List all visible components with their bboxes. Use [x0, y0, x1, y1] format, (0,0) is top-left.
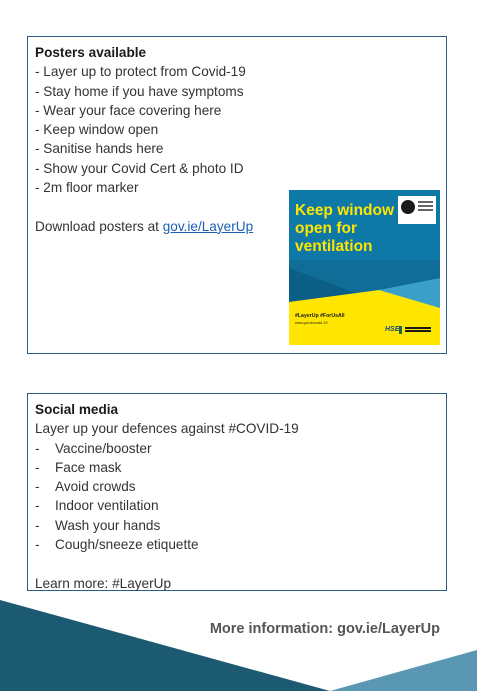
poster-list-item: - Wear your face covering here [35, 102, 222, 118]
poster-list-item: - 2m floor marker [35, 180, 139, 196]
poster-hashtags: #LayerUp #ForUsAll [295, 313, 345, 319]
posters-heading: Posters available [35, 45, 147, 60]
poster-title: Keep window open for ventilation [295, 202, 395, 255]
social-list-item: - Cough/sneeze etiquette [35, 537, 199, 553]
footer-banner-shape [0, 600, 477, 691]
poster-list-item: - Keep window open [35, 122, 159, 138]
social-list-item: - Avoid crowds [35, 479, 136, 495]
social-list-item: - Face mask [35, 459, 122, 475]
poster-list-item: - Stay home if you have symptoms [35, 83, 244, 99]
poster-thumbnail[interactable] [289, 190, 440, 345]
poster-url: www.gov.ie/covid-19 [295, 321, 328, 325]
poster-list-item: - Show your Covid Cert & photo ID [35, 160, 244, 176]
download-link[interactable]: gov.ie/LayerUp [162, 218, 254, 234]
learn-more: Learn more: #LayerUp [35, 575, 172, 591]
social-media-box [27, 393, 447, 591]
posters-content [35, 43, 253, 236]
social-content [35, 400, 299, 593]
poster-list-item: - Layer up to protect from Covid-19 [35, 64, 246, 80]
social-list-item: - Vaccine/booster [35, 440, 152, 456]
download-prefix: Download posters at [35, 218, 163, 234]
footer-info: More information: gov.ie/LayerUp [209, 621, 440, 637]
download-line [35, 217, 253, 236]
social-list-item: - Indoor ventilation [35, 498, 159, 514]
social-list-item: - Wash your hands [35, 517, 161, 533]
social-heading: Social media [35, 402, 119, 417]
social-intro: Layer up your defences against #COVID-19 [35, 421, 299, 437]
poster-list-item: - Sanitise hands here [35, 141, 164, 157]
hse-gov-logos-icon: HSE [385, 326, 435, 336]
covid-seal-icon [398, 196, 436, 224]
